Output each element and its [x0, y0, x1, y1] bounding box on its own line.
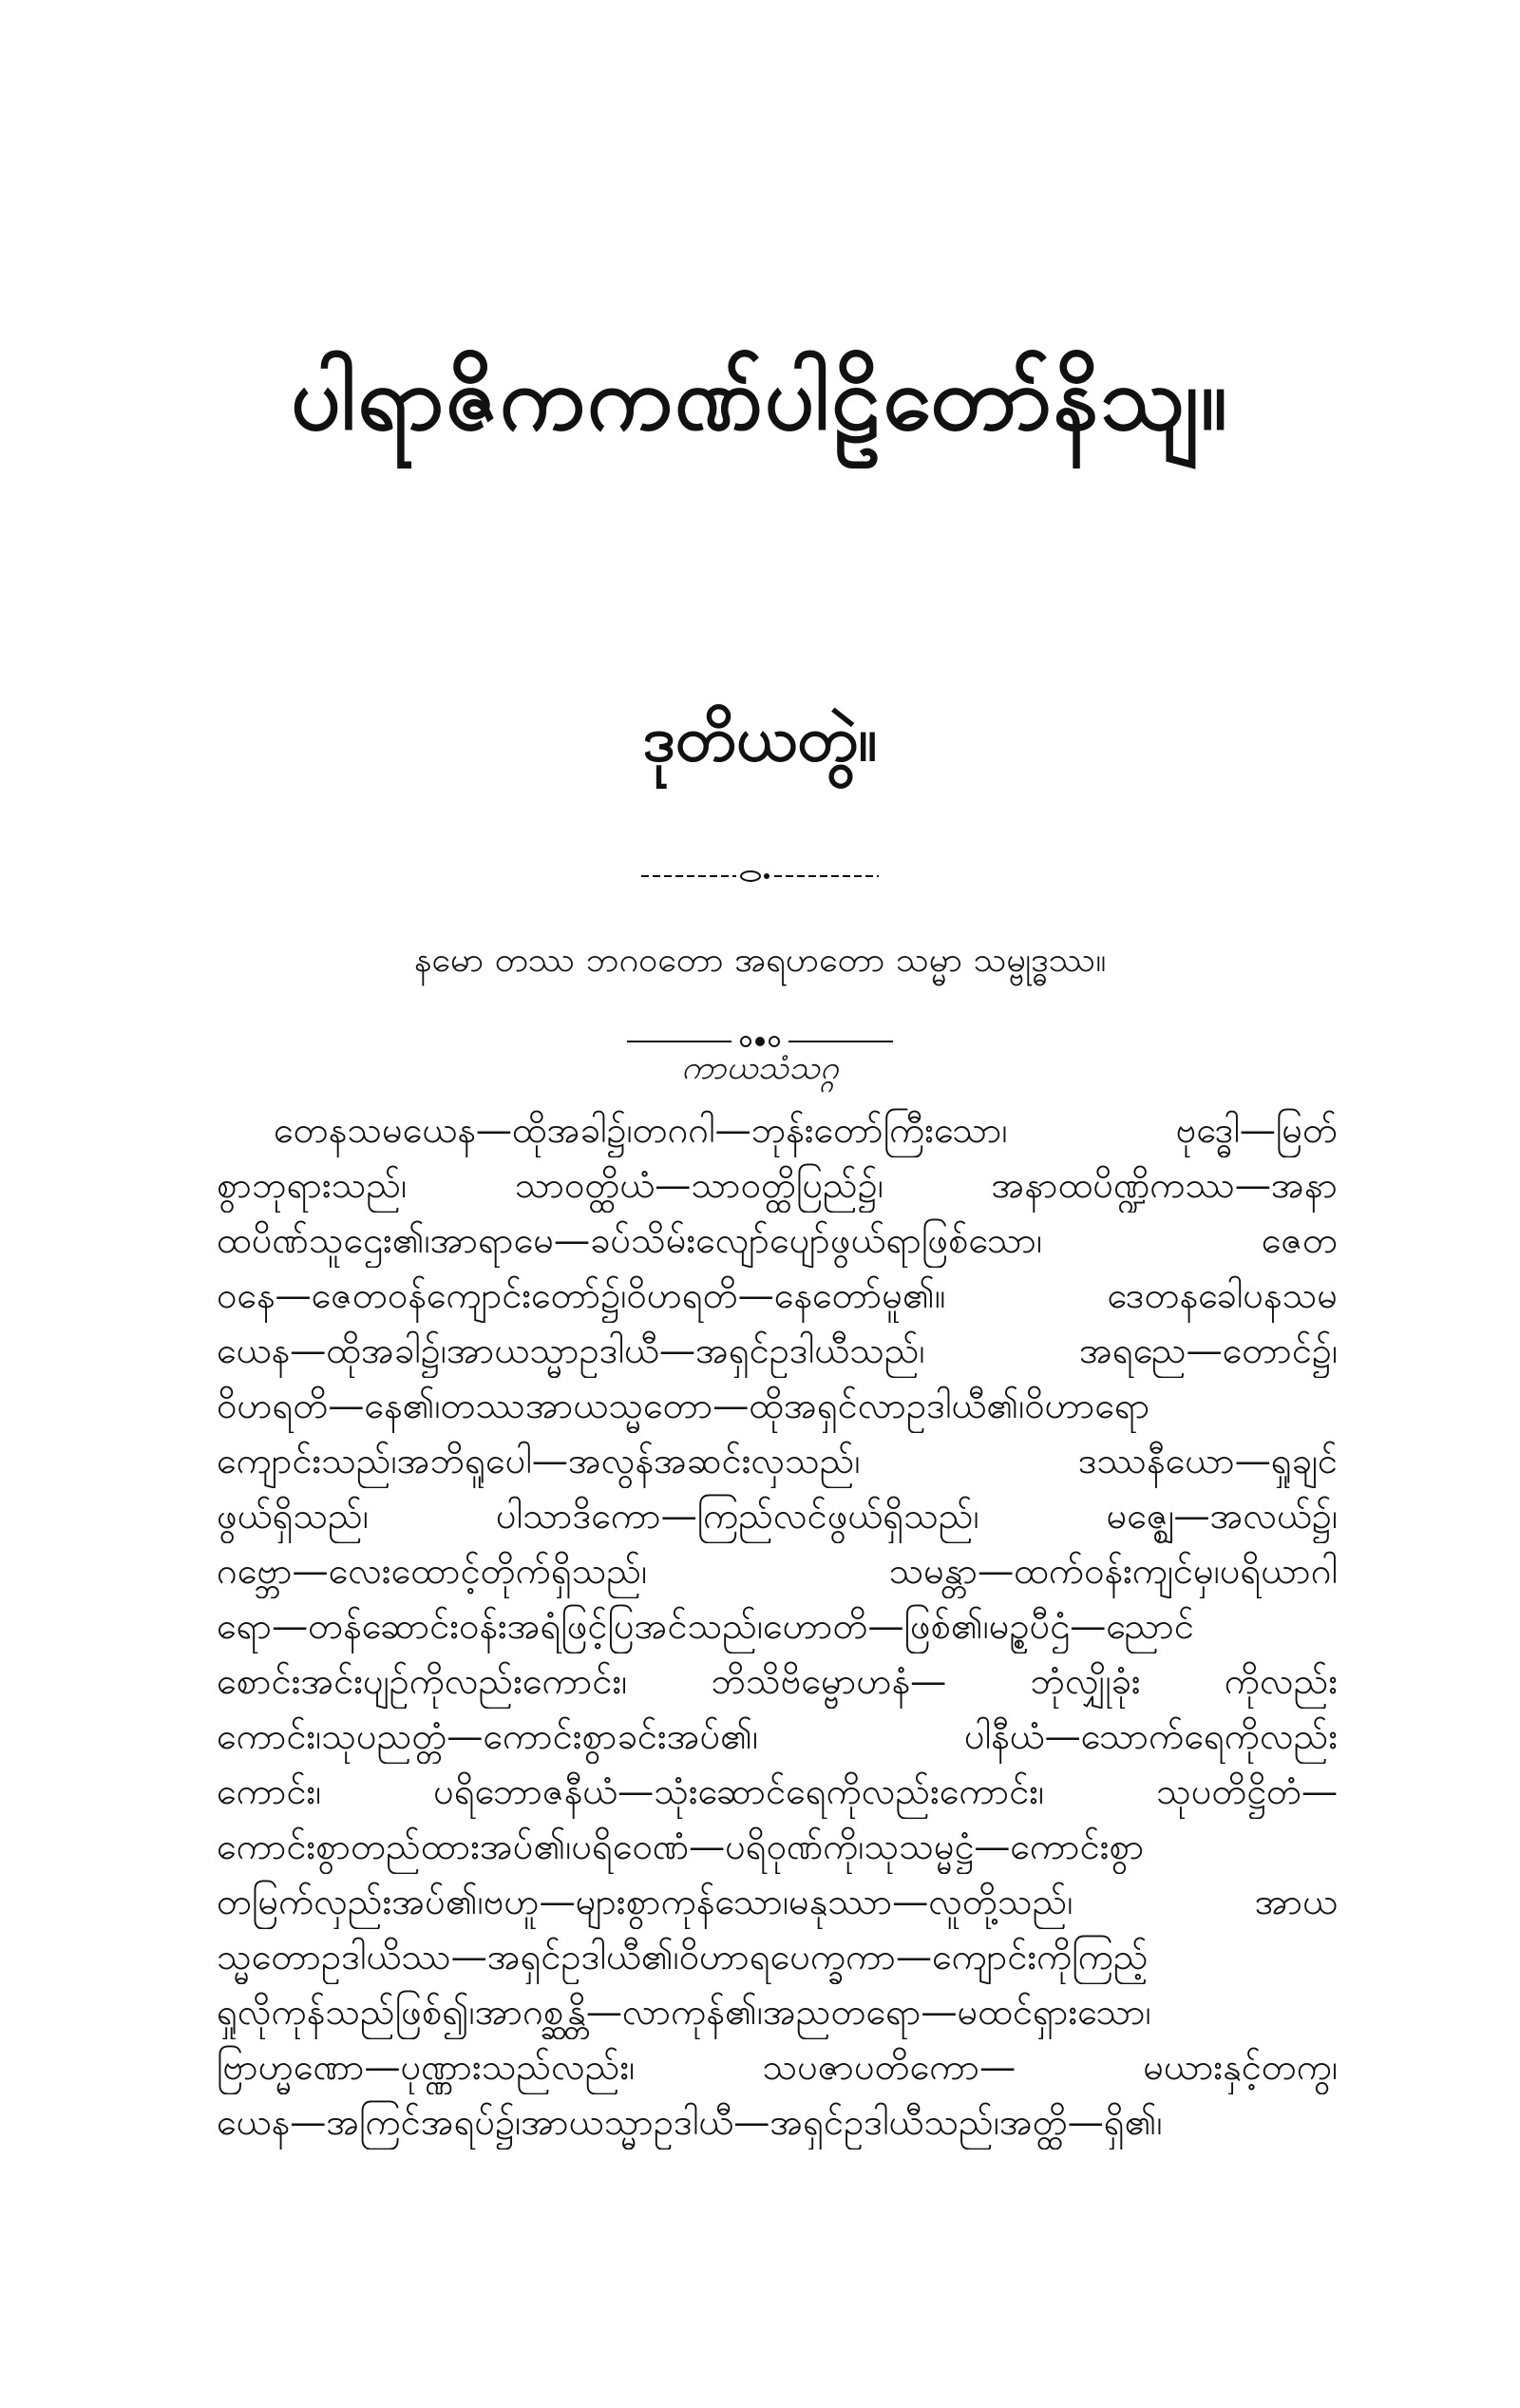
- body-line: ကျောင်းသည်၊အဘိရူပေါ—အလွန်အဆင်းလှသည်၊ ဒဿနီယော—ရှုချင်: [217, 1440, 1338, 1481]
- body-line: ဖွယ်ရှိသည်၊ ပါသာဒိကော—ကြည်လင်ဖွယ်ရှိသည်၊ မဇ္ဈေ—အလယ်၌၊: [217, 1495, 1338, 1537]
- page-title: ပါရာဇိကကဏ်ပါဠိတော်နိသျ။: [291, 348, 1229, 449]
- body-line: ဂဗ္ဘော—လေးထောင့်တိုက်ရှိသည်၊ သမန္တာ—ထက်ဝန်းကျင်မှ၊ပရိယာဂါ: [217, 1550, 1338, 1592]
- body-line: သ္မတောဥဒါယိဿ—အရှင်ဥဒါယီ၏၊ဝိဟာရပေက္ခကာ—ကျောင်းကိုကြည့်: [217, 1936, 1149, 1978]
- body-line: ရှုလိုကုန်သည်ဖြစ်၍၊အာဂစ္ဆန္တိ—လာကုန်၏၊အညတရော—မထင်ရှားသော၊: [217, 1991, 1151, 2033]
- section-heading: [532, 1034, 988, 1091]
- body-text: [217, 1102, 1338, 2150]
- section-ornament-icon: [627, 1034, 893, 1049]
- body-line: ယေန—အကြင်အရပ်၌၊အာယသ္မာဥဒါယီ—အရှင်ဥဒါယီသည်၊အတ္ထိ—ရှိ၏၊: [217, 2101, 1163, 2143]
- homage-line: နမော တဿ ဘဂဝတော အရဟတော သမ္မာ သမ္ဗုဒ္ဓဿ။: [413, 941, 1107, 980]
- ornament-divider-icon: [641, 870, 879, 883]
- body-line: ကောင်း၊ ပရိဘောဇနီယံ—သုံးဆောင်ရေကိုလည်းကောင်း၊ သုပတိဋ္ဌိတံ—: [217, 1770, 1338, 1812]
- body-line: တေနသမယေန—ထိုအခါ၌၊တဂဂါ—ဘုန်းတော်ကြီးသော၊ ဗုဒ္ဓေါ—မြတ်: [274, 1109, 1338, 1151]
- body-line: ဝိဟရတိ—နေ၏၊တဿအာယသ္မတော—ထိုအရှင်လာဥဒါယီ၏၊ဝိဟာရော: [217, 1385, 1150, 1426]
- section-heading-text: ကာယသံသဂ္ဂ: [681, 1049, 839, 1087]
- ornament-divider: [641, 870, 879, 883]
- body-line: ကောင်းစွာတည်ထားအပ်၏၊ပရိဝေဏံ—ပရိဝုဏ်ကို၊သုသမ္မဋ္ဌံ—ကောင်းစွာ: [217, 1825, 1145, 1867]
- body-line: ကောင်း၊သုပညတ္တံ—ကောင်းစွာခင်းအပ်၏၊ ပါနီယံ—သောက်ရေကိုလည်း: [217, 1715, 1338, 1757]
- body-line: စောင်းအင်းပျဉ်ကိုလည်းကောင်း၊ ဘိသိဗိမ္ဗောဟနံ— ဘုံလျှိုခုံး ကိုလည်း: [217, 1660, 1338, 1702]
- volume-subtitle: ဒုတိယတွဲ။: [642, 702, 878, 775]
- body-line: ယေန—ထိုအခါ၌၊အာယသ္မာဥဒါယီ—အရှင်ဥဒါယီသည်၊ အရညေ—တောင်၌၊: [217, 1329, 1338, 1371]
- body-line: ရော—တန်ဆောင်းဝန်းအရံဖြင့်ပြအင်သည်၊ဟောတိ—ဖြစ်၏၊မဥ္စပီဌံ—ညောင်: [217, 1605, 1194, 1647]
- body-line: ဝနေ—ဇေတဝန်ကျောင်းတော်၌၊ဝိဟရတိ—နေတော်မူ၏။ ဒေတနခေါပနသမ: [217, 1274, 1338, 1316]
- body-line: တမြက်လှည်းအပ်၏၊ဗဟူ—များစွာကုန်သော၊မနုဿာ—လူတို့သည်၊ အာယ: [217, 1881, 1338, 1922]
- body-line: စွာဘုရားသည်၊ သာဝတ္ထိယံ—သာဝတ္ထိပြည်၌၊ အနာထပိဏ္ဍိကဿ—အနာ: [217, 1164, 1338, 1206]
- body-line: ထပိဏ်သူဌေး၏၊အာရာမေ—ခပ်သိမ်းလျော်ပျော်ဖွယ်ရာဖြစ်သော၊ ဇေတ: [217, 1219, 1338, 1261]
- body-line: ဗြာဟ္မဏော—ပုဏ္ဏားသည်လည်း၊ သပဇာပတိကော— မယားနှင့်တကွ၊: [217, 2046, 1338, 2088]
